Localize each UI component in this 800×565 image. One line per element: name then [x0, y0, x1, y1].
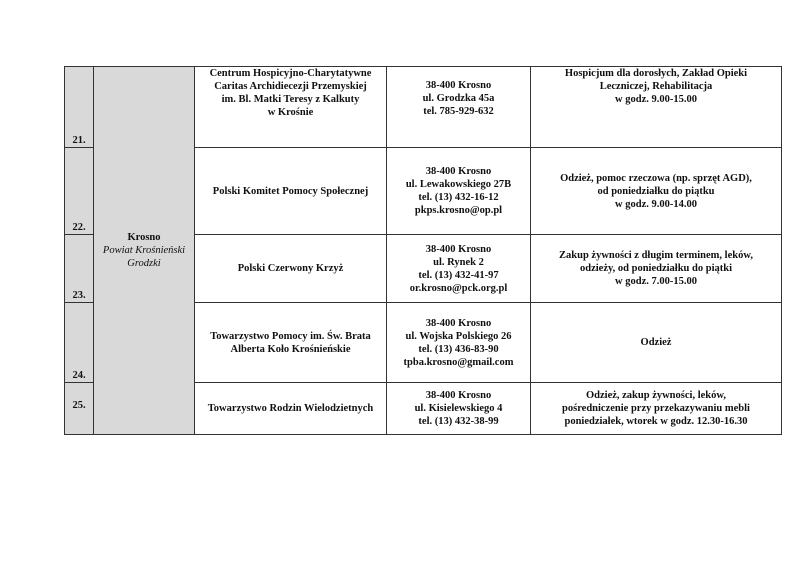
institution-name: Towarzystwo Pomocy im. Św. Brata Alberta Koło Krośnieńskie [195, 303, 387, 383]
institution-description: Zakup żywności z długim terminem, leków, odzieży, od poniedziałku do piątki w godz. 7.00-15.00 [531, 235, 782, 303]
institution-description: Odzież [531, 303, 782, 383]
institution-address: 38-400 Krosno ul. Grodzka 45a tel. 785-929-632 [387, 67, 531, 148]
region-cell [94, 67, 195, 435]
institutions-table [64, 66, 782, 435]
row-number: 25. [65, 383, 94, 435]
institution-address: 38-400 Krosno ul. Kisielewskiego 4 tel. (13) 432-38-99 [387, 383, 531, 435]
region-subtitle: Powiat Krośnieński [102, 245, 186, 256]
table-row [65, 67, 782, 148]
table-body [65, 67, 782, 435]
row-number: 21. [65, 67, 94, 148]
region-city: Krosno [127, 232, 161, 243]
institution-description: Hospicjum dla dorosłych, Zakład Opieki Leczniczej, Rehabilitacja w godz. 9.00-15.00 [531, 67, 782, 148]
region-subtitle: Grodzki [127, 258, 161, 269]
institution-description: Odzież, pomoc rzeczowa (np. sprzęt AGD), od poniedziałku do piątku w godz. 9.00-14.00 [531, 148, 782, 235]
row-number: 23. [65, 235, 94, 303]
institution-name: Polski Komitet Pomocy Społecznej [195, 148, 387, 235]
institution-description: Odzież, zakup żywności, leków, pośredniczenie przy przekazywaniu mebli poniedziałek, wtorek w godz. 12.30-16.30 [531, 383, 782, 435]
institution-address: 38-400 Krosno ul. Rynek 2 tel. (13) 432-41-97 or.krosno@pck.org.pl [387, 235, 531, 303]
institution-name: Centrum Hospicyjno-Charytatywne Caritas Archidiecezji Przemyskiej im. Bl. Matki Teresy z Kalkuty w Krośnie [195, 67, 387, 148]
institution-name: Polski Czerwony Krzyż [195, 235, 387, 303]
institution-address: 38-400 Krosno ul. Lewakowskiego 27B tel. (13) 432-16-12 pkps.krosno@op.pl [387, 148, 531, 235]
row-number: 22. [65, 148, 94, 235]
institution-address: 38-400 Krosno ul. Wojska Polskiego 26 tel. (13) 436-83-90 tpba.krosno@gmail.com [387, 303, 531, 383]
row-number: 24. [65, 303, 94, 383]
institution-name: Towarzystwo Rodzin Wielodzietnych [195, 383, 387, 435]
